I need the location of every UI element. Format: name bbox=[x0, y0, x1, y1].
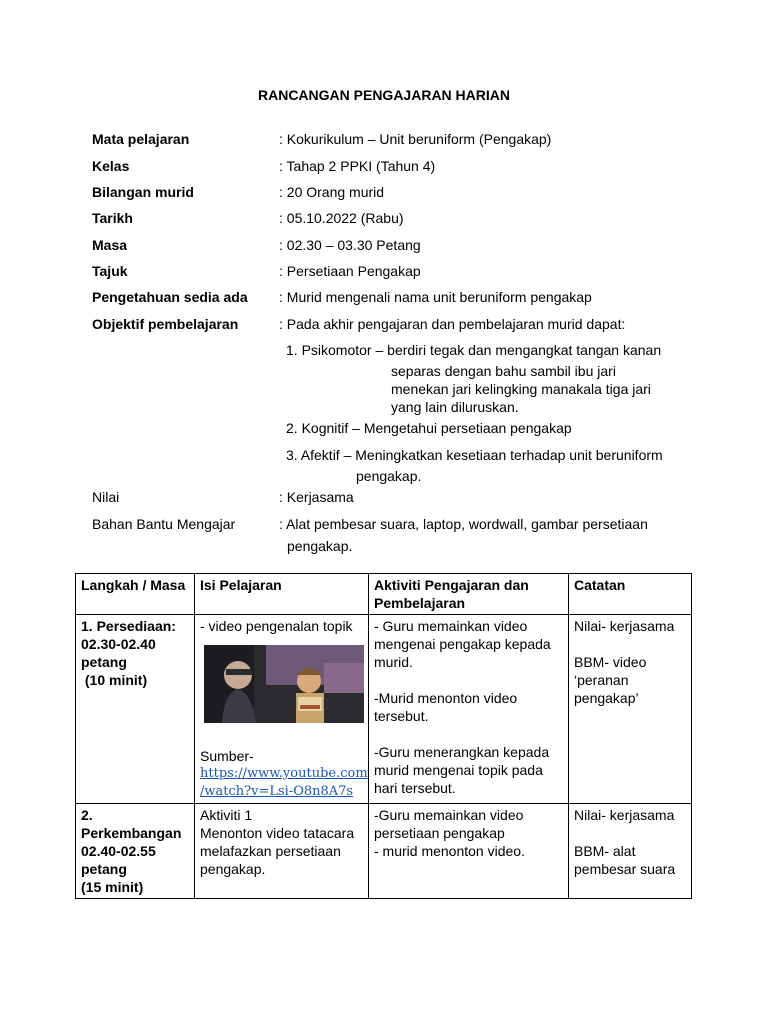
bbm-label: Bahan Bantu Mengajar bbox=[92, 516, 236, 532]
header-content: Isi Pelajaran bbox=[195, 574, 369, 615]
info-label: Tajuk bbox=[92, 263, 128, 279]
info-label: Pengetahuan sedia ada bbox=[92, 289, 248, 305]
objective-1-line2: separas dengan bahu sambil ibu jari bbox=[391, 363, 616, 379]
info-value: : Tahap 2 PPKI (Tahun 4) bbox=[279, 158, 436, 174]
activity-cell: -Guru memainkan video persetiaan pengakap - murid menonton video. bbox=[369, 804, 569, 899]
info-label: Masa bbox=[92, 237, 128, 253]
content-cell: - video pengenalan topik Sumber- https://www.youtube.com /watch?v=Lsi-O8n8A7s bbox=[195, 615, 369, 804]
info-label: Bilangan murid bbox=[92, 184, 194, 200]
info-value: : Kokurikulum – Unit beruniform (Pengakap) bbox=[279, 131, 552, 147]
info-label: Objektif pembelajaran bbox=[92, 316, 239, 332]
info-value: : Pada akhir pengajaran dan pembelajaran murid dapat: bbox=[279, 316, 626, 332]
objective-3-line1: 3. Afektif – Meningkatkan kesetiaan terhadap unit beruniform bbox=[286, 447, 663, 463]
header-step: Langkah / Masa bbox=[76, 574, 195, 615]
page-title: RANCANGAN PENGAJARAN HARIAN bbox=[257, 87, 510, 103]
step-cell: 2. Perkembangan 02.40-02.55 petang (15 minit) bbox=[76, 804, 195, 899]
info-label: Kelas bbox=[92, 158, 130, 174]
activity-cell: - Guru memainkan video mengenai pengakap kepada murid. -Murid menonton video tersebut. -Guru menerangkan kepada murid mengenai topik pada hari tersebut. bbox=[369, 615, 569, 804]
nilai-value: : Kerjasama bbox=[279, 489, 354, 505]
info-label: Mata pelajaran bbox=[92, 131, 190, 147]
step-cell: 1. Persediaan: 02.30-02.40 petang (10 minit) bbox=[76, 615, 195, 804]
bbm-value-line1: : Alat pembesar suara, laptop, wordwall, gambar persetiaan bbox=[279, 516, 648, 532]
objective-1-line4: yang lain diluruskan. bbox=[391, 399, 519, 415]
info-value: : 05.10.2022 (Rabu) bbox=[279, 210, 404, 226]
notes-cell: Nilai- kerjasama BBM- video ‘peranan pengakap’ bbox=[569, 615, 692, 804]
info-value: : 20 Orang murid bbox=[279, 184, 385, 200]
info-value: : Murid mengenali nama unit beruniform pengakap bbox=[279, 289, 592, 305]
bbm-value-line2: pengakap. bbox=[287, 538, 353, 554]
objective-1-line1: 1. Psikomotor – berdiri tegak dan mengangkat tangan kanan bbox=[286, 342, 662, 358]
video-link-line2[interactable]: /watch?v=Lsi-O8n8A7s bbox=[200, 784, 354, 799]
info-value: : Persetiaan Pengakap bbox=[279, 263, 421, 279]
objective-3-line2: pengakap. bbox=[356, 468, 422, 484]
header-notes: Catatan bbox=[569, 574, 692, 615]
info-label: Tarikh bbox=[92, 210, 133, 226]
table-header-row bbox=[76, 574, 692, 615]
objective-2: 2. Kognitif – Mengetahui persetiaan pengakap bbox=[286, 420, 572, 436]
nilai-label: Nilai bbox=[92, 489, 120, 505]
lesson-table bbox=[75, 573, 692, 899]
header-activity: Aktiviti Pengajaran dan Pembelajaran bbox=[369, 574, 569, 615]
info-value: : 02.30 – 03.30 Petang bbox=[279, 237, 421, 253]
video-thumbnail bbox=[204, 645, 364, 723]
table-row bbox=[76, 615, 692, 804]
objective-1-line3: menekan jari kelingking manakala tiga jari bbox=[391, 381, 651, 397]
table-row bbox=[76, 804, 692, 899]
notes-cell: Nilai- kerjasama BBM- alat pembesar suara bbox=[569, 804, 692, 899]
content-cell: Aktiviti 1 Menonton video tatacara melafazkan persetiaan pengakap. bbox=[195, 804, 369, 899]
video-link-line1[interactable]: https://www.youtube.com bbox=[200, 766, 368, 781]
